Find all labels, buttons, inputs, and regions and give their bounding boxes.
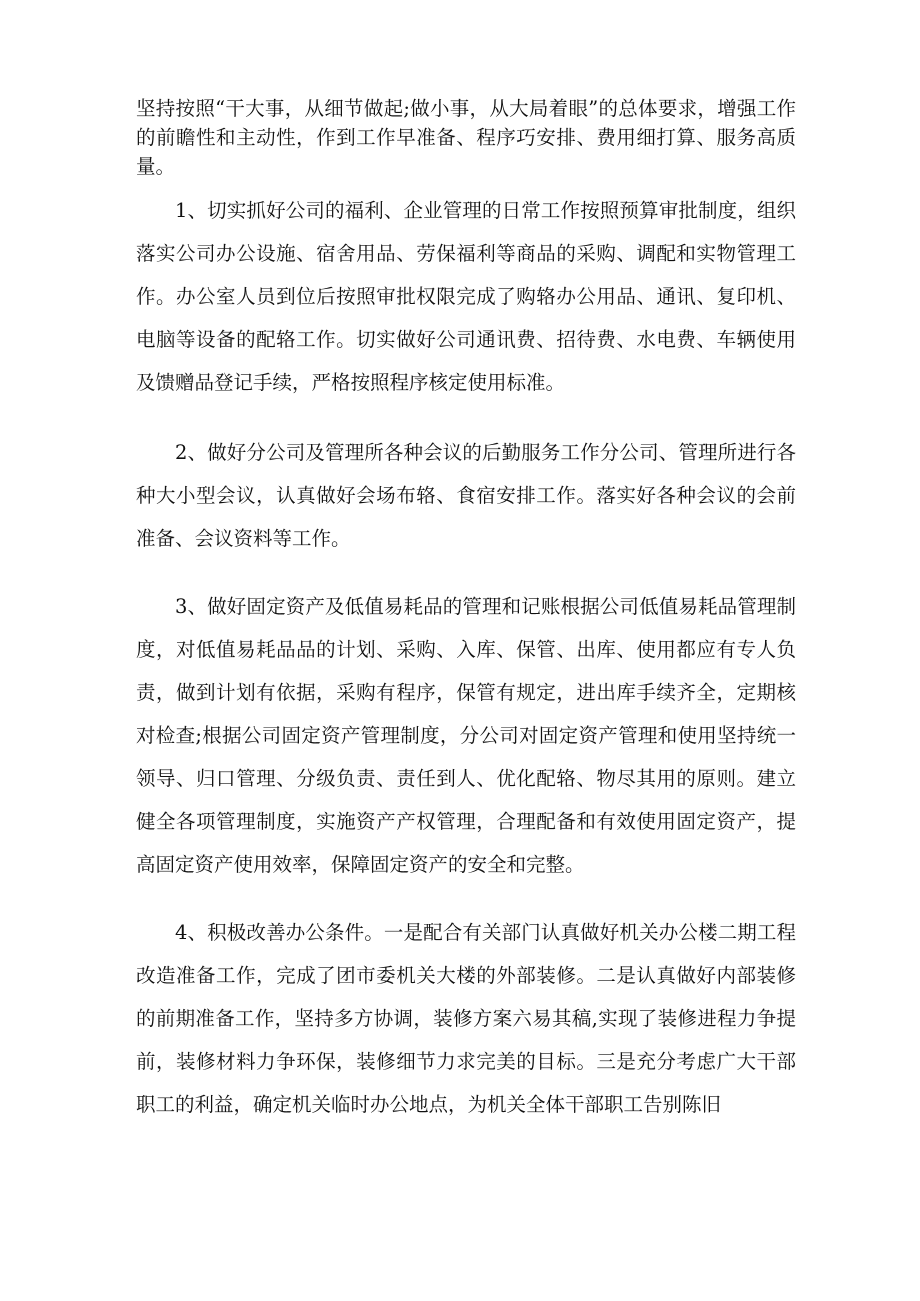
item-2-paragraph: 2、做好分公司及管理所各种会议的后勤服务工作分公司、管理所进行各种大小型会议，认真做好会场布辂、食宿安排工作。落实好各种会议的会前准备、会议资料等工作。 (136, 441, 796, 550)
item-3-paragraph: 3、做好固定资产及低值易耗品的管理和记账根据公司低值易耗品管理制度，对低值易耗品品的计划、采购、入库、保管、出库、使用都应有专人负责，做到计划有依据，采购有程序，保管有规定，进出库手续齐全，定期核对检查;根据公司固定资产管理制度，分公司对固定资产管理和使用坚持统一领导、归口管理、分级负责、责任到人、优化配辂、物尽其用的原则。建立健全各项管理制度，实施资产产权管理，合理配备和有效使用固定资产，提高固定资产使用效率，保障固定资产的安全和完整。 (136, 595, 796, 876)
item-1-paragraph: 1、切实抓好公司的福利、企业管理的日常工作按照预算审批制度，组织落实公司办公设施、宿舍用品、劳保福利等商品的采购、调配和实物管理工作。办公室人员到位后按照审批权限完成了购辂办公用品、通讯、复印机、电脑等设备的配辂工作。切实做好公司通讯费、招待费、水电费、车辆使用及馈赠品登记手续，严格按照程序核定使用标准。 (136, 199, 796, 394)
item-4-paragraph: 4、积极改善办公条件。一是配合有关部门认真做好机关办公楼二期工程改造准备工作，完成了团市委机关大楼的外部装修。二是认真做好内部装修的前期准备工作，坚持多方协调，装修方案六易其稿,实现了装修进程力争提前，装修材料力争环保，装修细节力求完美的目标。三是充分考虑广大干部职工的利益，确定机关临时办公地点，为机关全体干部职工告别陈旧 (136, 921, 796, 1116)
intro-paragraph: 坚持按照“干大事，从细节做起;做小事，从大局着眼”的总体要求，增强工作的前瞻性和主动性，作到工作早准备、程序巧安排、费用细打算、服务高质量。 (136, 97, 796, 178)
